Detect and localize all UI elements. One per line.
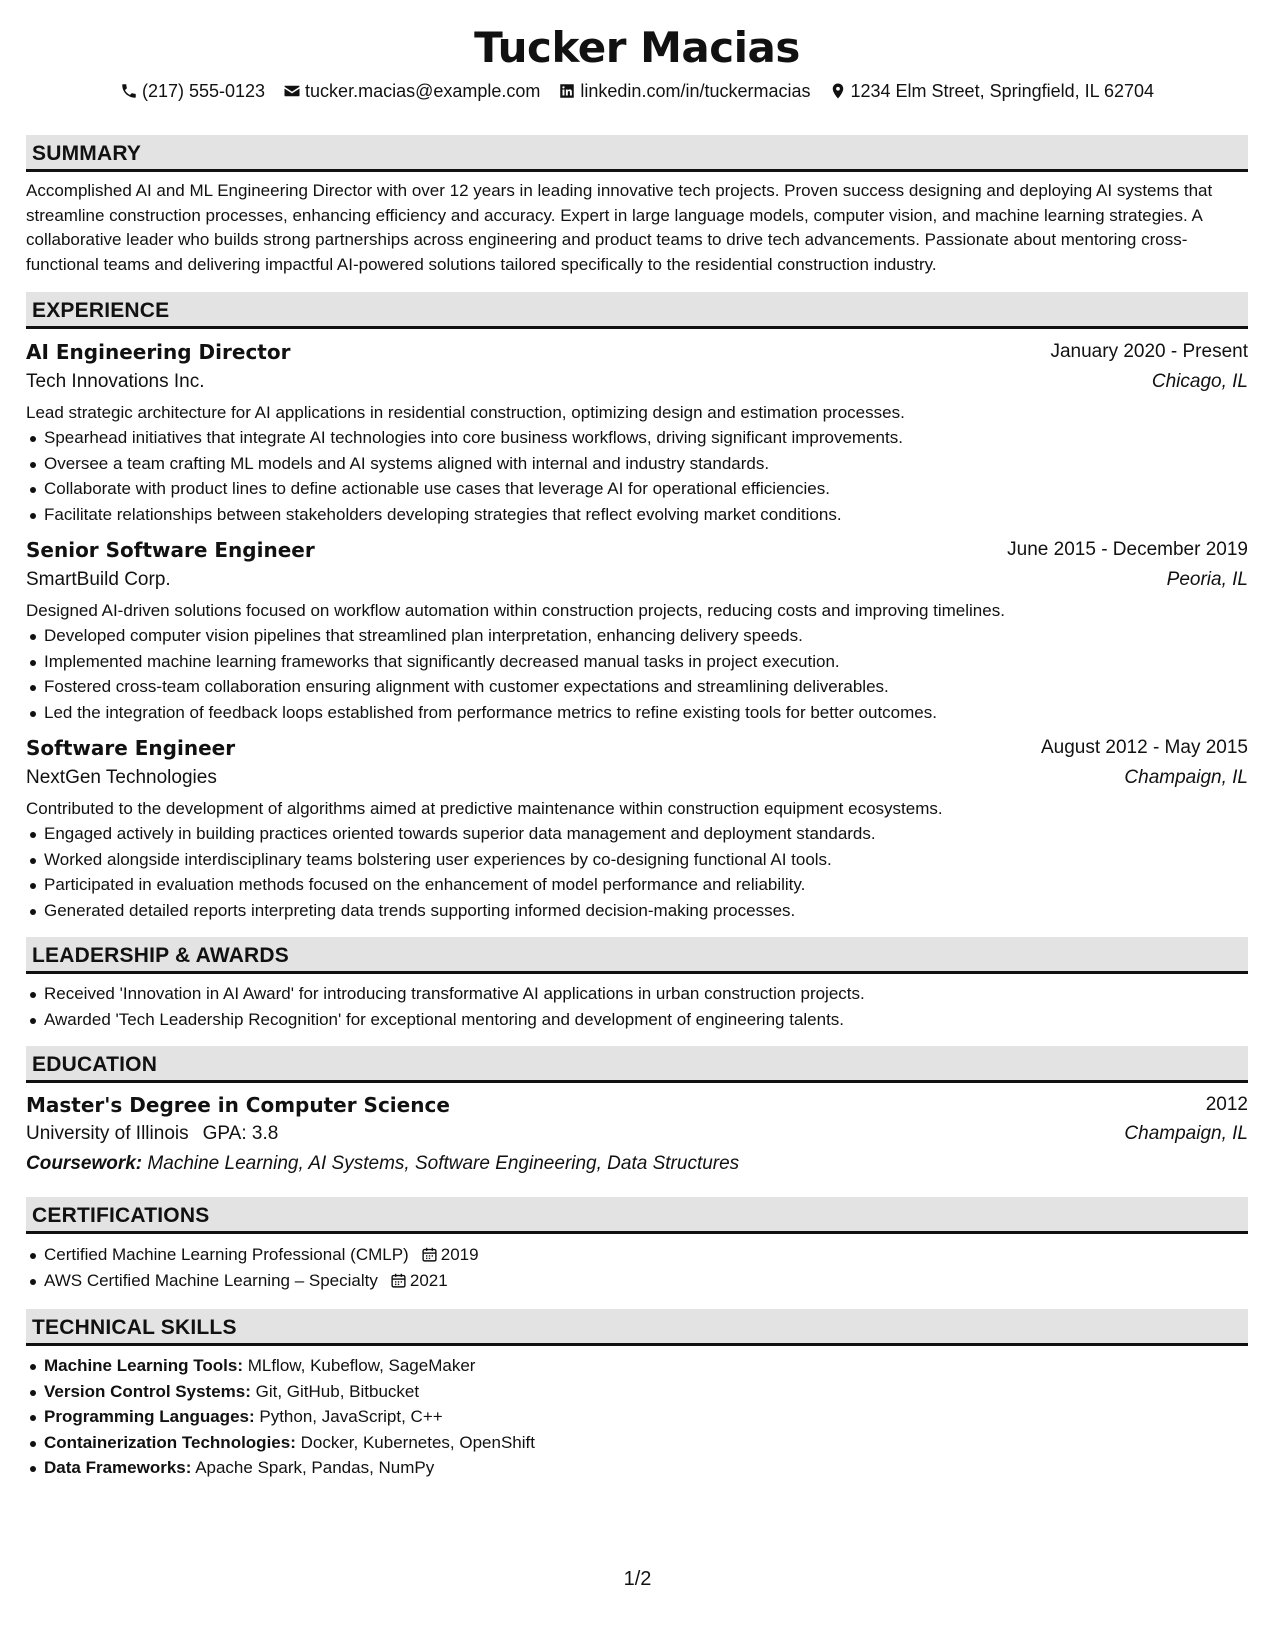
job-location: Chicago, IL: [1151, 371, 1248, 392]
job-bullets: [26, 425, 1248, 527]
gpa: GPA: 3.8: [202, 1123, 279, 1144]
job-title: AI Engineering Director: [26, 340, 291, 364]
job-description: Contributed to the development of algorithms aimed at predictive maintenance within construction equipment ecosystems.: [26, 799, 943, 818]
list-item: Worked alongside interdisciplinary teams bolstering user experiences by co-designing functional AI tools.: [26, 847, 1248, 873]
list-item: [26, 1455, 1248, 1481]
list-item: Developed computer vision pipelines that streamlined plan interpretation, enhancing delivery speeds.: [26, 623, 1248, 649]
contact-phone: [120, 80, 265, 102]
school-location: Champaign, IL: [1124, 1123, 1248, 1144]
list-item: Implemented machine learning frameworks that significantly decreased manual tasks in project execution.: [26, 649, 1248, 675]
cert-name: AWS Certified Machine Learning – Specialty: [44, 1270, 378, 1290]
job-company: SmartBuild Corp.: [26, 569, 171, 590]
envelope-icon: [283, 82, 301, 100]
cert-year: 2021: [409, 1270, 448, 1290]
contact-address: [829, 80, 1155, 102]
skills-list: [26, 1353, 1248, 1481]
linkedin-text[interactable]: linkedin.com/in/tuckermacias: [580, 81, 811, 101]
skill-value: Docker, Kubernetes, OpenShift: [300, 1432, 535, 1452]
job-dates: January 2020 - Present: [1050, 341, 1248, 362]
section-heading-education: EDUCATION: [26, 1046, 1248, 1083]
section-heading-summary: SUMMARY: [26, 135, 1248, 172]
phone-icon: [120, 82, 138, 100]
section-heading-certifications: CERTIFICATIONS: [26, 1197, 1248, 1234]
summary-text: Accomplished AI and ML Engineering Director with over 12 years in leading innovative tech projects. Proven success designing and deploying AI systems that streamline construction processes, enhancing efficiency and accuracy. Expert in large language models, computer vision, and machine learning strategies. A collaborative leader who builds strong partnerships across engineering and product teams to drive tech advancements. Passionate about mentoring cross-functional teams and delivering impactful AI-powered solutions tailored specifically to the residential construction industry.: [26, 181, 1213, 274]
contact-bar: [26, 80, 1248, 102]
map-pin-icon: [829, 82, 847, 100]
section-heading-experience: EXPERIENCE: [26, 292, 1248, 329]
calendar-icon: [421, 1246, 438, 1263]
list-item: [26, 1379, 1248, 1405]
skill-label: Data Frameworks:: [44, 1458, 192, 1477]
skill-value: MLflow, Kubeflow, SageMaker: [247, 1356, 476, 1375]
skill-value: Python, JavaScript, C++: [259, 1407, 443, 1426]
list-item: [26, 1242, 1248, 1268]
job-entry: [26, 337, 1248, 527]
skill-label: Version Control Systems:: [44, 1381, 251, 1401]
list-item: Collaborate with product lines to define actionable use cases that leverage AI for operational efficiencies.: [26, 476, 1248, 502]
school-line: [26, 1119, 278, 1149]
list-item: Awarded 'Tech Leadership Recognition' for exceptional mentoring and development of engineering talents.: [26, 1007, 1248, 1033]
page-number: 1/2: [623, 1568, 652, 1590]
skill-label: Containerization Technologies:: [44, 1432, 296, 1452]
job-location: Champaign, IL: [1124, 767, 1248, 788]
job-dates: June 2015 - December 2019: [1007, 539, 1248, 560]
list-item: [26, 1430, 1248, 1456]
job-company: Tech Innovations Inc.: [26, 371, 205, 392]
address-text: 1234 Elm Street, Springfield, IL 62704: [850, 81, 1155, 101]
linkedin-icon: [558, 82, 576, 100]
list-item: Spearhead initiatives that integrate AI technologies into core business workflows, driving significant improvements.: [26, 425, 1248, 451]
list-item: Engaged actively in building practices oriented towards superior data management and deployment standards.: [26, 821, 1248, 847]
calendar-icon: [390, 1272, 407, 1289]
skill-label: Machine Learning Tools:: [44, 1356, 243, 1375]
skill-value: Apache Spark, Pandas, NumPy: [195, 1458, 435, 1477]
job-description: Designed AI-driven solutions focused on workflow automation within construction projects, reducing costs and improving timelines.: [26, 601, 1005, 620]
job-bullets: [26, 623, 1248, 725]
skill-label: Programming Languages:: [44, 1407, 255, 1426]
coursework-list: Machine Learning, AI Systems, Software Engineering, Data Structures: [147, 1153, 740, 1174]
certifications-list: [26, 1242, 1248, 1293]
list-item: Generated detailed reports interpreting data trends supporting informed decision-making processes.: [26, 898, 1248, 924]
contact-linkedin[interactable]: [558, 80, 810, 102]
education-entry: [26, 1091, 1248, 1179]
resume-page: [26, 0, 1248, 1650]
list-item: Facilitate relationships between stakeholders developing strategies that reflect evolving market conditions.: [26, 502, 1248, 528]
job-title: Senior Software Engineer: [26, 538, 315, 562]
job-description: Lead strategic architecture for AI applications in residential construction, optimizing design and estimation processes.: [26, 403, 905, 422]
job-entry: [26, 733, 1248, 923]
coursework: [26, 1149, 1248, 1179]
job-location: Peoria, IL: [1166, 569, 1248, 590]
school-name: University of Illinois: [26, 1123, 189, 1144]
list-item: Led the integration of feedback loops established from performance metrics to refine existing tools for better outcomes.: [26, 700, 1248, 726]
list-item: [26, 1404, 1248, 1430]
list-item: Oversee a team crafting ML models and AI systems aligned with internal and industry standards.: [26, 451, 1248, 477]
candidate-name: Tucker Macias: [474, 23, 800, 72]
section-heading-awards: LEADERSHIP & AWARDS: [26, 937, 1248, 974]
job-bullets: [26, 821, 1248, 923]
job-title: Software Engineer: [26, 736, 236, 760]
list-item: Participated in evaluation methods focused on the enhancement of model performance and reliability.: [26, 872, 1248, 898]
degree-title: Master's Degree in Computer Science: [26, 1093, 450, 1117]
list-item: Received 'Innovation in AI Award' for introducing transformative AI applications in urban construction projects.: [26, 981, 1248, 1007]
job-dates: August 2012 - May 2015: [1040, 737, 1248, 758]
job-company: NextGen Technologies: [26, 767, 217, 788]
phone-text: (217) 555-0123: [141, 81, 266, 101]
skill-value: Git, GitHub, Bitbucket: [255, 1381, 420, 1401]
job-entry: [26, 535, 1248, 725]
cert-name: Certified Machine Learning Professional (CMLP): [44, 1245, 409, 1264]
list-item: [26, 1268, 1248, 1294]
contact-email[interactable]: [283, 80, 540, 102]
awards-list: [26, 981, 1248, 1032]
list-item: [26, 1353, 1248, 1379]
list-item: Fostered cross-team collaboration ensuring alignment with customer expectations and streamlining deliverables.: [26, 674, 1248, 700]
email-text[interactable]: tucker.macias@example.com: [305, 81, 541, 101]
coursework-label: Coursework:: [26, 1153, 143, 1174]
degree-year: 2012: [1205, 1094, 1248, 1115]
cert-year: 2019: [440, 1245, 479, 1264]
section-heading-skills: TECHNICAL SKILLS: [26, 1309, 1248, 1346]
